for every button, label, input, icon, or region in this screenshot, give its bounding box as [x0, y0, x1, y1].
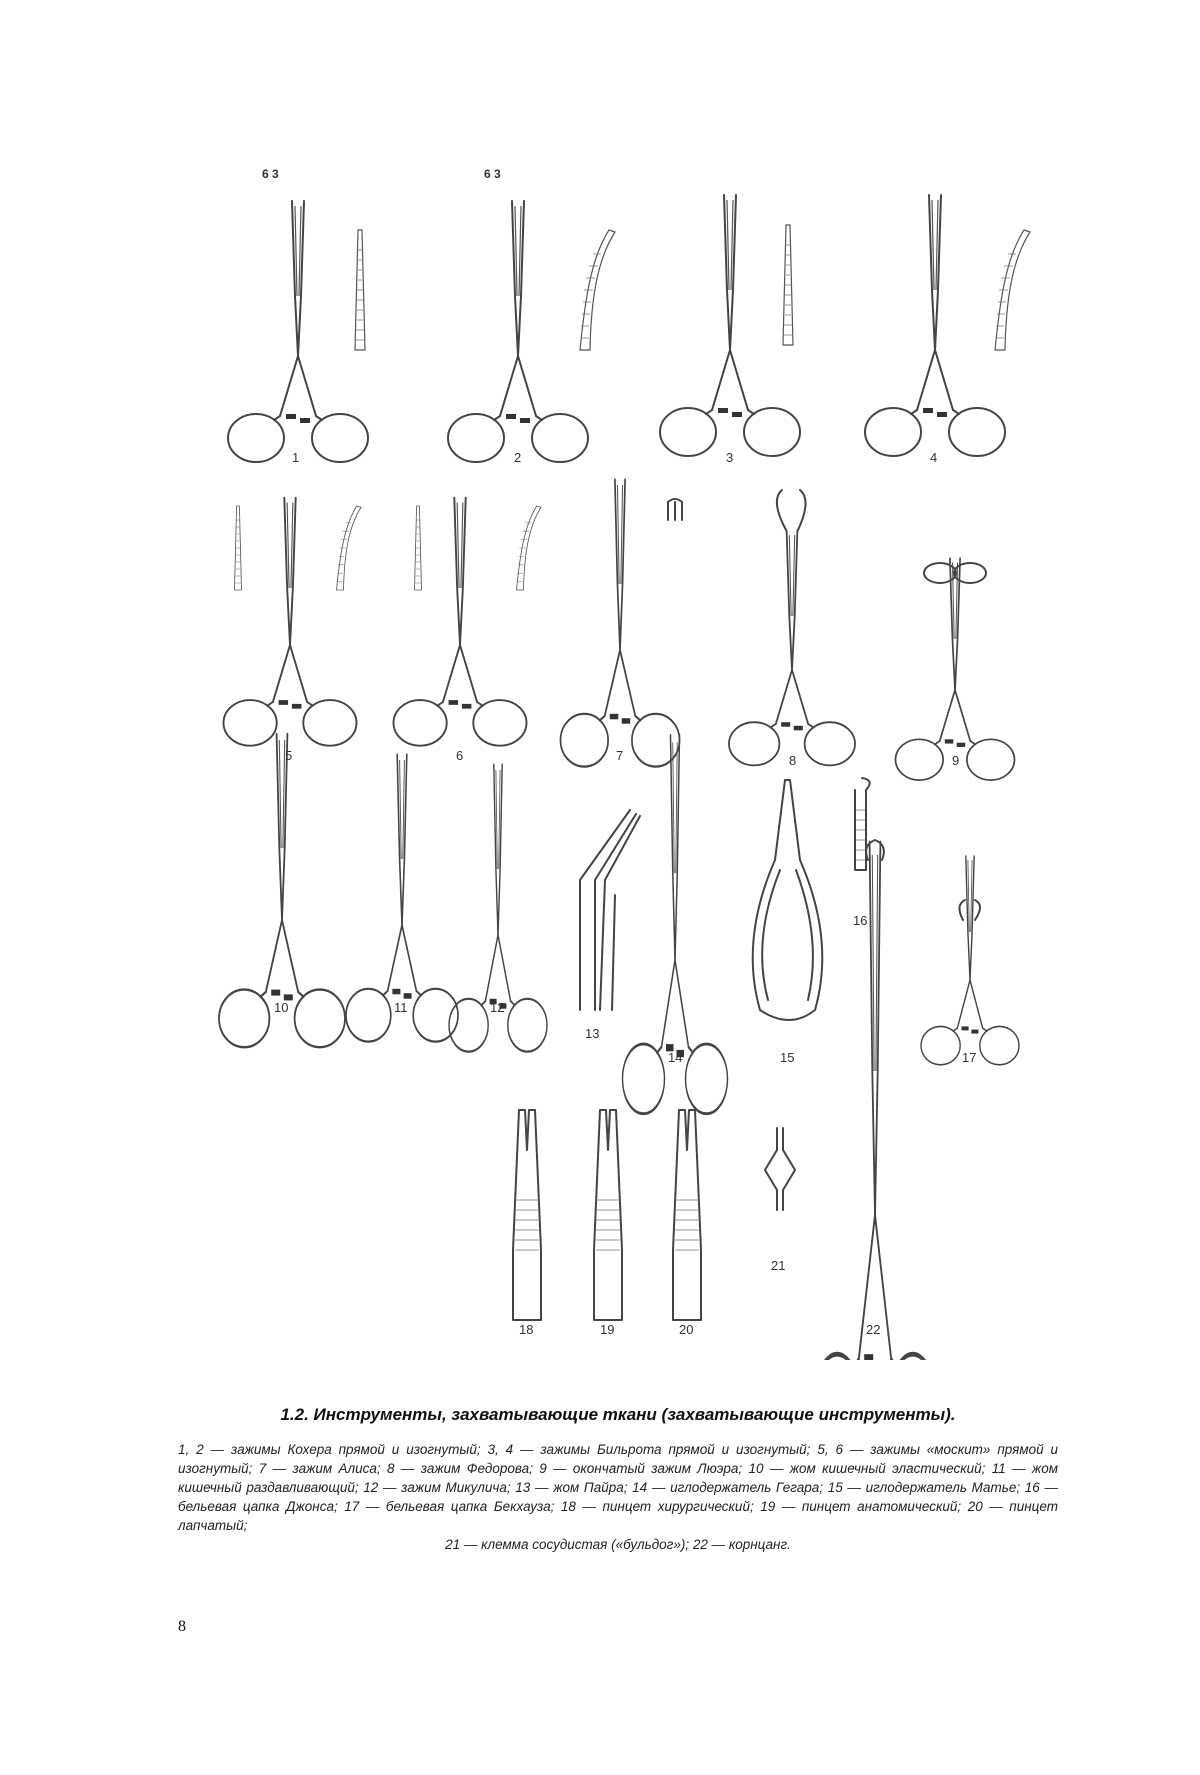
instrument-18-surgical-forceps	[513, 1110, 541, 1320]
instrument-6-mosquito-curved	[394, 498, 542, 746]
label-14: 14	[668, 1050, 683, 1065]
label-18: 18	[519, 1322, 534, 1337]
instrument-11-crushing-intestinal-clamp	[346, 755, 458, 1042]
label-17: 17	[962, 1050, 977, 1065]
instrument-22-sponge-holder	[812, 840, 938, 1360]
label-15: 15	[780, 1050, 795, 1065]
figure-caption-text: 1, 2 — зажимы Кохера прямой и изогнутый; 3, 4 — зажимы Бильрота прямой и изогнутый; 5, 6 — зажимы «москит» прямой и изогнутый; 7 — зажим Алиса; 8 — зажим Федорова; 9 — окончатый зажим Люэра; 10 — жом кишечный эластический; 11 — жом кишечный раздавливающий; 12 — зажим Микулича; 13 — жом Пайра; 14 — иглодержатель Гегара; 15 — иглодержатель Матье; 16 — бельевая цапка Джонса; 17 — бельевая цапка Бекхауза; 18 — пинцет хирургический; 19 — пинцет анатомический; 20 — пинцет лапчатый;	[178, 1442, 1058, 1533]
label-5: 5	[285, 748, 293, 763]
label-16: 16	[853, 913, 868, 928]
label-7: 7	[616, 748, 624, 763]
instrument-8-fedorov	[729, 490, 855, 765]
instrument-15-mathieu-needle-holder	[753, 780, 823, 1020]
label-11: 11	[394, 1000, 408, 1015]
instrument-9-luer-fenestrated	[896, 558, 1015, 780]
label-6: 6	[456, 748, 464, 763]
instrument-19-anatomical-forceps	[594, 1110, 622, 1320]
label-9: 9	[952, 753, 960, 768]
figure-caption-body	[178, 1440, 1058, 1554]
label-13: 13	[585, 1026, 600, 1041]
label-2: 2	[514, 450, 522, 465]
label-21: 21	[771, 1258, 786, 1273]
instrument-21-bulldog-clamp	[765, 1128, 795, 1210]
label-22: 22	[866, 1322, 881, 1337]
page-number: 8	[178, 1618, 186, 1635]
label-19: 19	[600, 1322, 615, 1337]
instrument-13-payr	[580, 810, 640, 1010]
instrument-5-mosquito-straight	[224, 498, 362, 746]
figure-caption-last-line: 21 — клемма сосудистая («бульдог»); 22 — корнцанг.	[445, 1537, 791, 1552]
tip-mark-2: 6 3	[484, 167, 501, 181]
tip-mark-1: 6 3	[262, 167, 279, 181]
instrument-4-billroth-curved	[865, 195, 1030, 456]
figure-caption-title: 1.2. Инструменты, захватывающие ткани (захватывающие инструменты).	[280, 1405, 956, 1424]
instrument-7-allis	[561, 480, 683, 767]
label-3: 3	[726, 450, 734, 465]
label-4: 4	[930, 450, 938, 465]
instrument-2-kocher-curved	[448, 201, 615, 462]
label-10: 10	[274, 1000, 289, 1015]
instrument-17-backhaus-towel-clamp	[921, 856, 1019, 1065]
label-20: 20	[679, 1322, 694, 1337]
label-12: 12	[490, 1000, 505, 1015]
instrument-20-paw-forceps	[673, 1110, 701, 1320]
label-1: 1	[292, 450, 300, 465]
instrument-3-billroth-straight	[660, 195, 800, 456]
instrument-1-kocher-straight	[228, 201, 368, 462]
label-8: 8	[789, 753, 797, 768]
